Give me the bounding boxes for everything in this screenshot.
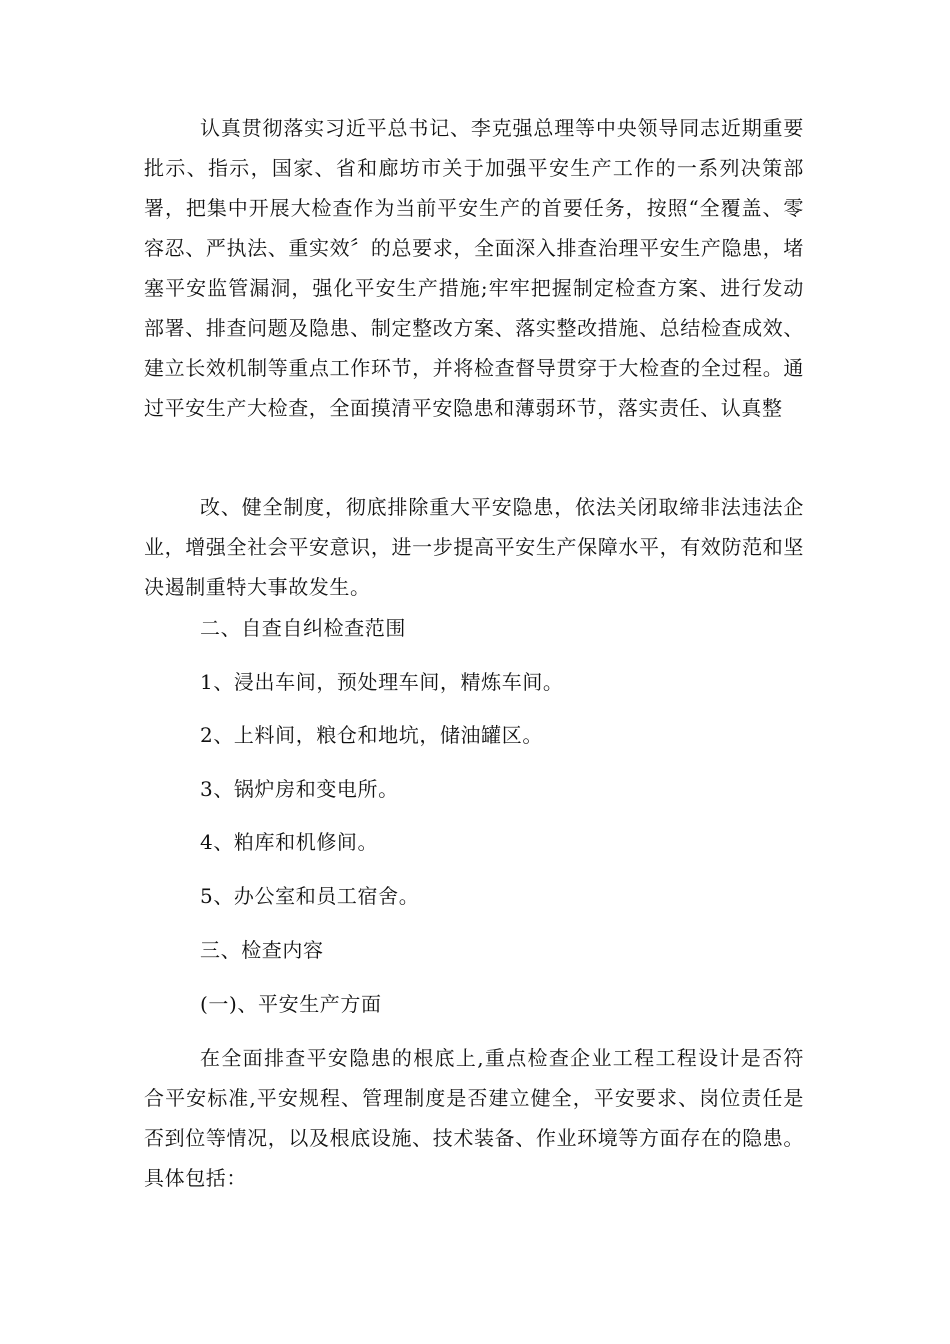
- safety-paragraph: 在全面排查平安隐患的根底上,重点检查企业工程工程设计是否符合平安标准,平安规程、管理制度是否建立健全，平安要求、岗位责任是否到位等情况，以及根底设施、技术装备、作业环境等方面存在的隐患。具体包括：: [144, 1046, 804, 1190]
- section-heading-content: 三、检查内容: [200, 938, 324, 962]
- scope-item: 3、锅炉房和变电所。: [200, 777, 399, 801]
- section-heading-scope: 二、自查自纠检查范围: [200, 616, 406, 640]
- intro-paragraph: 认真贯彻落实习近平总书记、李克强总理等中央领导同志近期重要批示、指示，国家、省和廊坊市关于加强平安生产工作的一系列决策部署，把集中开展大检查作为当前平安生产的首要任务，按照“全覆盖、零容忍、严执法、重实效〞的总要求，全面深入排查治理平安生产隐患，堵塞平安监管漏洞，强化平安生产措施;牢牢把握制定检查方案、进行发动部署、排查问题及隐患、制定整改方案、落实整改措施、总结检查成效、建立长效机制等重点工作环节，并将检查督导贯穿于大检查的全过程。通过平安生产大检查，全面摸清平安隐患和薄弱环节，落实责任、认真整: [144, 116, 804, 420]
- scope-item: 2、上料间，粮仓和地坑，储油罐区。: [200, 723, 543, 747]
- subsection-heading-safety: (一)、平安生产方面: [200, 992, 382, 1016]
- continued-paragraph: 改、健全制度，彻底排除重大平安隐患，依法关闭取缔非法违法企业，增强全社会平安意识，进一步提高平安生产保障水平，有效防范和坚决遏制重特大事故发生。: [144, 495, 804, 599]
- scope-item: 4、粕库和机修间。: [200, 830, 379, 854]
- scope-item: 5、办公室和员工宿舍。: [200, 884, 420, 908]
- scope-item: 1、浸出车间，预处理车间，精炼车间。: [200, 670, 564, 694]
